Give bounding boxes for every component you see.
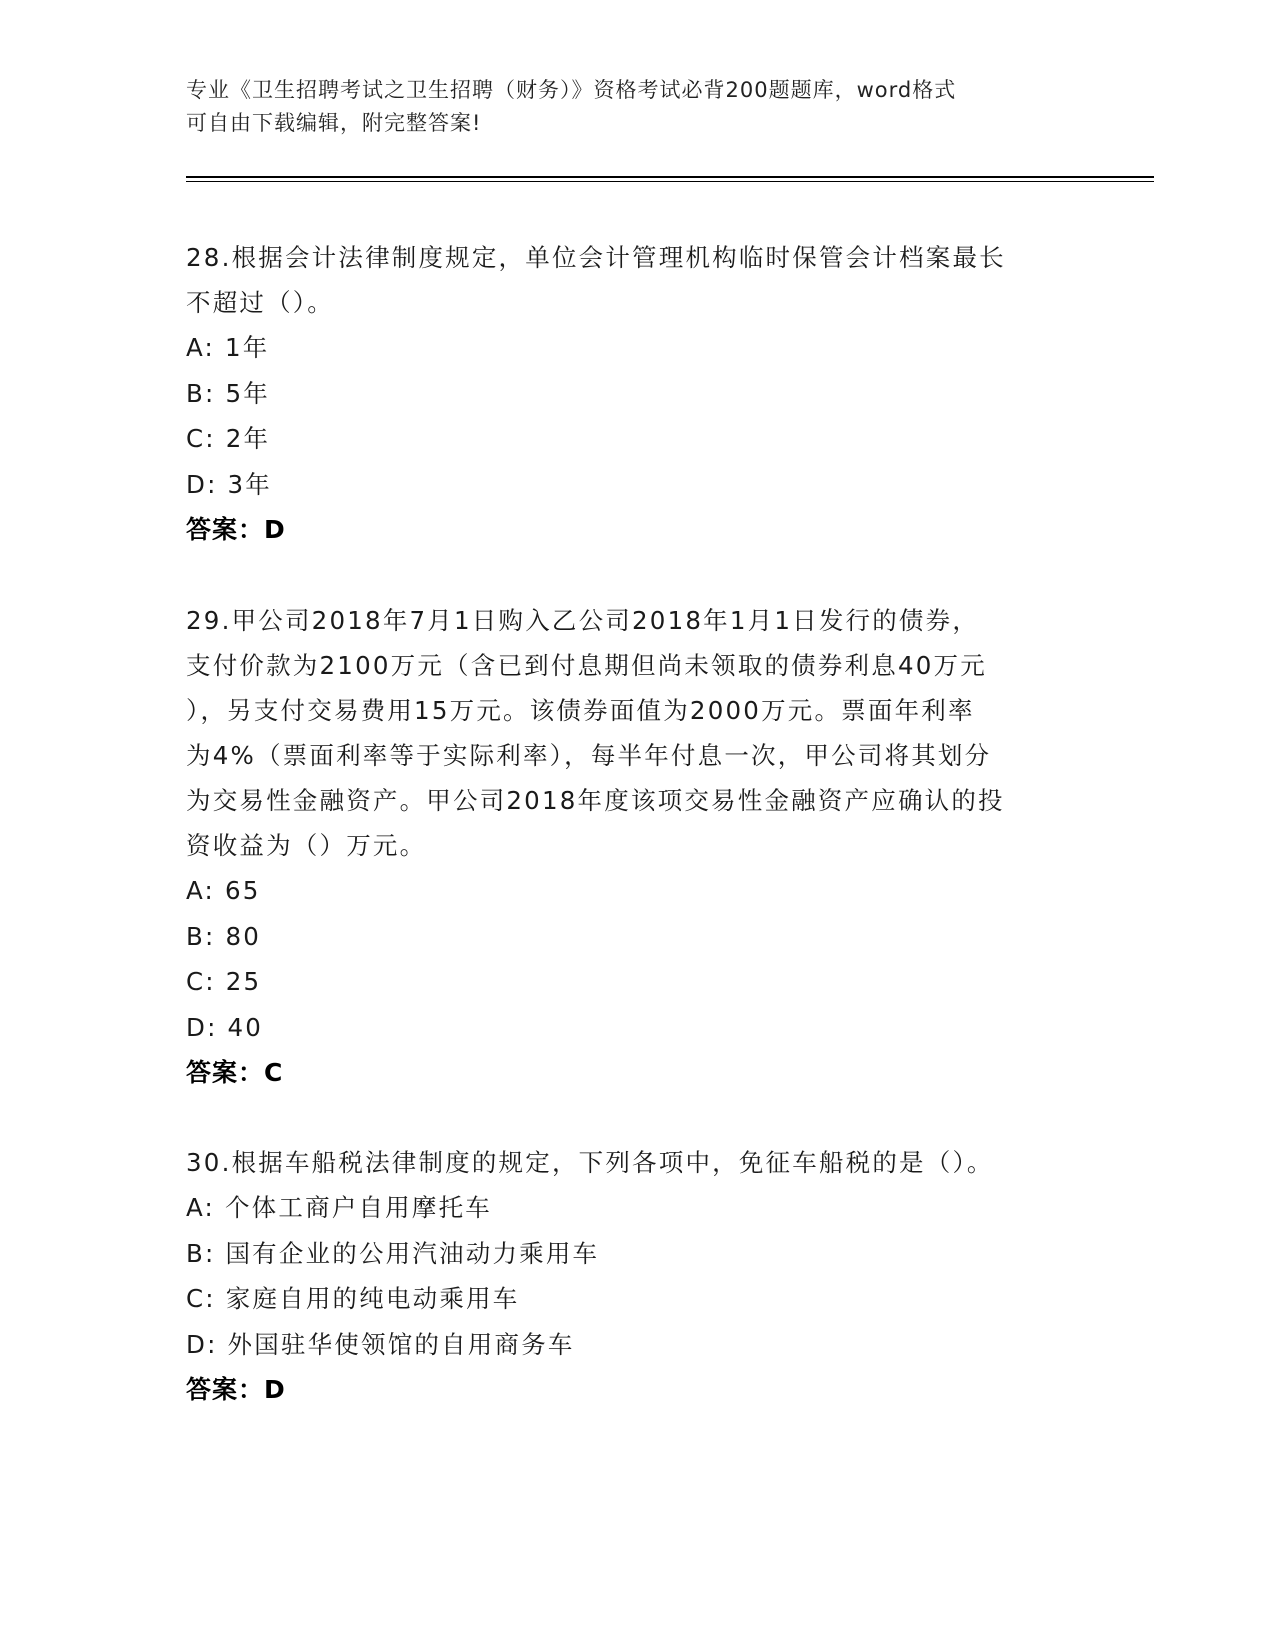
answer-label: 答案：D	[186, 1375, 286, 1404]
question-stem-line: ），另支付交易费用15万元。该债券面值为2000万元。票面年利率	[186, 696, 975, 725]
option-a: A: 1年	[186, 333, 270, 362]
question-stem-line: 29.甲公司2018年7月1日购入乙公司2018年1月1日发行的债券，	[186, 606, 980, 635]
question-29	[186, 598, 1086, 1096]
option-c: C: 家庭自用的纯电动乘用车	[186, 1284, 520, 1313]
answer-label: 答案：D	[186, 515, 286, 544]
header-divider-thick	[186, 176, 1154, 178]
header-divider-thin	[186, 181, 1154, 182]
option-a: A: 65	[186, 876, 261, 905]
question-stem-line: 支付价款为2100万元（含已到付息期但尚未领取的债券利息40万元	[186, 651, 987, 680]
header-title-line-2: 可自由下载编辑，附完整答案!	[186, 111, 482, 135]
option-d: D: 40	[186, 1012, 264, 1042]
option-a: A: 个体工商户自用摩托车	[186, 1193, 492, 1222]
question-stem-line: 不超过（）。	[186, 288, 334, 317]
question-stem-line: 资收益为（）万元。	[186, 831, 427, 860]
document-header	[186, 74, 1066, 140]
question-stem-line: 30.根据车船税法律制度的规定，下列各项中，免征车船税的是（）。	[186, 1148, 994, 1177]
question-30	[186, 1140, 1086, 1413]
option-b: B: 80	[186, 921, 262, 951]
option-d: D: 外国驻华使领馆的自用商务车	[186, 1329, 575, 1359]
question-28	[186, 235, 1086, 553]
option-b: B: 5年	[186, 378, 270, 408]
option-c: C: 25	[186, 967, 262, 996]
question-stem-line: 为交易性金融资产。甲公司2018年度该项交易性金融资产应确认的投	[186, 786, 1005, 815]
option-c: C: 2年	[186, 424, 271, 453]
option-d: D: 3年	[186, 469, 272, 499]
answer-label: 答案：C	[186, 1058, 284, 1087]
option-b: B: 国有企业的公用汽油动力乘用车	[186, 1238, 600, 1268]
question-stem-line: 为4%（票面利率等于实际利率），每半年付息一次，甲公司将其划分	[186, 741, 992, 770]
header-title-line-1: 专业《卫生招聘考试之卫生招聘（财务）》资格考试必背200题题库，word格式	[186, 78, 957, 102]
question-stem-line: 28.根据会计法律制度规定，单位会计管理机构临时保管会计档案最长	[186, 243, 1006, 272]
